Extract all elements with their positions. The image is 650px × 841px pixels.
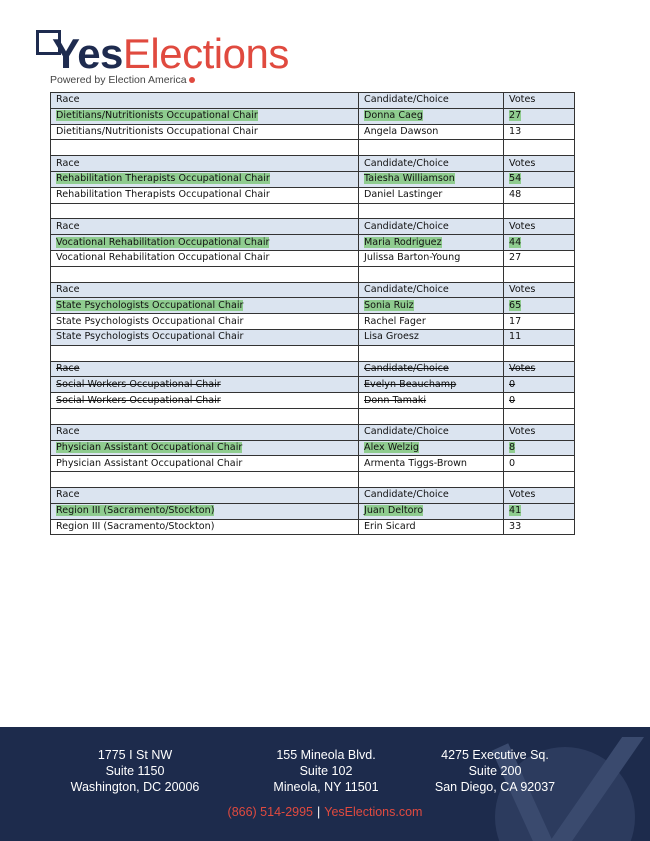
race-text: Vocational Rehabilitation Occupational Chair <box>56 236 270 248</box>
header-candidate-cell <box>359 424 504 440</box>
header-votes-cell <box>504 93 575 109</box>
candidate-cell <box>359 124 504 140</box>
candidate-text: Donna Caeg <box>364 110 423 122</box>
header-race-cell <box>51 93 359 109</box>
phone-number[interactable]: (866) 514-2995 <box>227 805 314 819</box>
header-candidate-cell <box>359 156 504 172</box>
votes-text: 8 <box>509 441 516 453</box>
votes-cell <box>504 314 575 330</box>
votes-cell <box>504 329 575 345</box>
race-text: Rehabilitation Therapists Occupational Chair <box>56 173 270 185</box>
candidate-cell <box>359 250 504 266</box>
spacer-row <box>51 345 575 361</box>
race-cell <box>51 235 359 251</box>
logo-elections-text: Elections <box>122 30 289 77</box>
contact-separator: | <box>317 805 321 819</box>
race-text: State Psychologists Occupational Chair <box>56 331 244 343</box>
race-cell <box>51 250 359 266</box>
spacer-cell <box>51 345 359 361</box>
race-cell <box>51 503 359 519</box>
candidate-cell <box>359 440 504 456</box>
address-line: Washington, DC 20006 <box>70 780 200 794</box>
header-votes-text: Votes <box>509 489 536 501</box>
candidate-text: Lisa Groesz <box>364 331 419 343</box>
race-text: Vocational Rehabilitation Occupational Chair <box>56 252 270 264</box>
race-text: State Psychologists Occupational Chair <box>56 315 244 327</box>
table-row <box>51 314 575 330</box>
header-race-text: Race <box>56 283 80 295</box>
votes-text: 0 <box>509 457 516 469</box>
votes-cell <box>504 235 575 251</box>
candidate-text: Daniel Lastinger <box>364 189 443 201</box>
candidate-cell <box>359 171 504 187</box>
header-race-text: Race <box>56 157 80 169</box>
race-cell <box>51 393 359 409</box>
votes-text: 17 <box>509 315 522 327</box>
header-votes-text: Votes <box>509 362 536 374</box>
header-candidate-cell <box>359 487 504 503</box>
votes-text: 0 <box>509 378 516 390</box>
candidate-cell <box>359 503 504 519</box>
race-cell <box>51 377 359 393</box>
spacer-cell <box>51 408 359 424</box>
header-candidate-text: Candidate/Choice <box>364 283 449 295</box>
spacer-row <box>51 472 575 488</box>
footer <box>0 727 650 841</box>
table-header-row <box>51 487 575 503</box>
votes-text: 27 <box>509 252 522 264</box>
header-votes-text: Votes <box>509 283 536 295</box>
header-race-cell <box>51 361 359 377</box>
spacer-cell <box>359 203 504 219</box>
powered-by-text: Powered by Election America <box>50 74 187 86</box>
race-cell <box>51 187 359 203</box>
candidate-text: Maria Rodriguez <box>364 236 442 248</box>
table-row <box>51 377 575 393</box>
spacer-cell <box>504 203 575 219</box>
race-cell <box>51 314 359 330</box>
spacer-cell <box>359 266 504 282</box>
results-table-body <box>51 93 575 535</box>
address-line: 155 Mineola Blvd. <box>276 748 376 762</box>
table-header-row <box>51 219 575 235</box>
header-votes-text: Votes <box>509 220 536 232</box>
candidate-text: Angela Dawson <box>364 125 439 137</box>
spacer-cell <box>359 345 504 361</box>
race-cell <box>51 108 359 124</box>
header-race-cell <box>51 282 359 298</box>
candidate-cell <box>359 456 504 472</box>
header-votes-cell <box>504 156 575 172</box>
votes-cell <box>504 377 575 393</box>
votes-text: 33 <box>509 520 522 532</box>
table-header-row <box>51 93 575 109</box>
table-row <box>51 235 575 251</box>
candidate-cell <box>359 314 504 330</box>
header-candidate-cell <box>359 93 504 109</box>
header-candidate-text: Candidate/Choice <box>364 489 449 501</box>
votes-cell <box>504 250 575 266</box>
table-row <box>51 124 575 140</box>
table-row <box>51 250 575 266</box>
header-votes-text: Votes <box>509 157 536 169</box>
address-line: Suite 200 <box>468 764 522 778</box>
race-cell <box>51 124 359 140</box>
header-candidate-text: Candidate/Choice <box>364 220 449 232</box>
header-race-text: Race <box>56 362 80 374</box>
race-text: Rehabilitation Therapists Occupational Chair <box>56 189 270 201</box>
votes-text: 27 <box>509 110 522 122</box>
candidate-cell <box>359 108 504 124</box>
header-candidate-text: Candidate/Choice <box>364 362 449 374</box>
address-line: 4275 Executive Sq. <box>441 748 549 762</box>
candidate-text: Donn Tamaki <box>364 394 427 406</box>
spacer-cell <box>504 140 575 156</box>
table-row <box>51 298 575 314</box>
address-line: San Diego, CA 92037 <box>434 780 556 794</box>
candidate-text: Armenta Tiggs-Brown <box>364 457 467 469</box>
logo-powered-by <box>50 74 195 86</box>
header-race-cell <box>51 219 359 235</box>
candidate-text: Alex Welzig <box>364 441 419 453</box>
candidate-text: Rachel Fager <box>364 315 426 327</box>
header-votes-text: Votes <box>509 94 536 106</box>
header-votes-text: Votes <box>509 426 536 438</box>
votes-cell <box>504 503 575 519</box>
votes-text: 41 <box>509 505 522 517</box>
header-candidate-text: Candidate/Choice <box>364 94 449 106</box>
race-cell <box>51 456 359 472</box>
spacer-cell <box>504 472 575 488</box>
header-race-cell <box>51 487 359 503</box>
table-header-row <box>51 282 575 298</box>
candidate-cell <box>359 235 504 251</box>
table-row <box>51 393 575 409</box>
spacer-cell <box>51 472 359 488</box>
header-candidate-cell <box>359 219 504 235</box>
table-row <box>51 171 575 187</box>
race-cell <box>51 440 359 456</box>
candidate-cell <box>359 329 504 345</box>
spacer-row <box>51 266 575 282</box>
footer-contact <box>0 805 650 819</box>
race-cell <box>51 329 359 345</box>
website-link[interactable]: YesElections.com <box>324 805 423 819</box>
spacer-cell <box>51 203 359 219</box>
votes-text: 0 <box>509 394 516 406</box>
header-candidate-cell <box>359 282 504 298</box>
results-table <box>50 92 575 535</box>
spacer-cell <box>359 408 504 424</box>
votes-cell <box>504 440 575 456</box>
table-row <box>51 329 575 345</box>
header-votes-cell <box>504 487 575 503</box>
candidate-cell <box>359 298 504 314</box>
race-text: Dietitians/Nutritionists Occupational Chair <box>56 110 258 122</box>
votes-cell <box>504 456 575 472</box>
spacer-cell <box>504 266 575 282</box>
table-header-row <box>51 361 575 377</box>
race-text: Region III (Sacramento/Stockton) <box>56 505 215 517</box>
yeselections-logo <box>36 26 289 88</box>
spacer-cell <box>51 266 359 282</box>
spacer-cell <box>504 345 575 361</box>
table-row <box>51 519 575 535</box>
race-text: Dietitians/Nutritionists Occupational Chair <box>56 125 258 137</box>
table-row <box>51 456 575 472</box>
race-text: Social Workers Occupational Chair <box>56 378 221 390</box>
candidate-text: Sonia Ruiz <box>364 299 414 311</box>
header-votes-cell <box>504 219 575 235</box>
table-row <box>51 440 575 456</box>
candidate-cell <box>359 377 504 393</box>
votes-text: 13 <box>509 125 522 137</box>
address-line: Mineola, NY 11501 <box>273 780 379 794</box>
header-votes-cell <box>504 424 575 440</box>
address-line: Suite 102 <box>299 764 353 778</box>
spacer-row <box>51 408 575 424</box>
table-row <box>51 503 575 519</box>
header-votes-cell <box>504 361 575 377</box>
header-candidate-text: Candidate/Choice <box>364 157 449 169</box>
votes-cell <box>504 124 575 140</box>
table-header-row <box>51 424 575 440</box>
votes-text: 54 <box>509 173 522 185</box>
address-line: Suite 1150 <box>105 764 165 778</box>
votes-text: 48 <box>509 189 522 201</box>
header-candidate-text: Candidate/Choice <box>364 426 449 438</box>
spacer-cell <box>51 140 359 156</box>
candidate-text: Taiesha Williamson <box>364 173 455 185</box>
votes-cell <box>504 108 575 124</box>
votes-text: 65 <box>509 299 522 311</box>
address-ny <box>236 747 416 795</box>
header-votes-cell <box>504 282 575 298</box>
votes-text: 44 <box>509 236 522 248</box>
votes-cell <box>504 298 575 314</box>
header-race-cell <box>51 156 359 172</box>
logo-wordmark <box>52 32 289 76</box>
table-row <box>51 187 575 203</box>
votes-cell <box>504 519 575 535</box>
race-text: Physician Assistant Occupational Chair <box>56 441 243 453</box>
race-cell <box>51 171 359 187</box>
header-race-text: Race <box>56 220 80 232</box>
candidate-cell <box>359 519 504 535</box>
race-text: State Psychologists Occupational Chair <box>56 299 244 311</box>
spacer-cell <box>359 140 504 156</box>
race-cell <box>51 298 359 314</box>
header-race-text: Race <box>56 489 80 501</box>
race-cell <box>51 519 359 535</box>
candidate-cell <box>359 187 504 203</box>
candidate-cell <box>359 393 504 409</box>
votes-cell <box>504 171 575 187</box>
address-line: 1775 I St NW <box>97 748 173 762</box>
table-row <box>51 108 575 124</box>
candidate-text: Julissa Barton-Young <box>364 252 461 264</box>
spacer-cell <box>359 472 504 488</box>
address-ca <box>405 747 585 795</box>
votes-cell <box>504 393 575 409</box>
powered-by-dot-icon <box>189 77 195 83</box>
spacer-cell <box>504 408 575 424</box>
table-header-row <box>51 156 575 172</box>
header-race-text: Race <box>56 94 80 106</box>
spacer-row <box>51 203 575 219</box>
votes-cell <box>504 187 575 203</box>
candidate-text: Erin Sicard <box>364 520 416 532</box>
race-text: Region III (Sacramento/Stockton) <box>56 520 215 532</box>
candidate-text: Juan Deltoro <box>364 505 424 517</box>
candidate-text: Evelyn Beauchamp <box>364 378 457 390</box>
spacer-row <box>51 140 575 156</box>
race-text: Social Workers Occupational Chair <box>56 394 221 406</box>
header-race-cell <box>51 424 359 440</box>
header-race-text: Race <box>56 426 80 438</box>
logo-yes-text: Yes <box>52 30 123 77</box>
votes-text: 11 <box>509 331 522 343</box>
race-text: Physician Assistant Occupational Chair <box>56 457 243 469</box>
address-dc <box>45 747 225 795</box>
header-candidate-cell <box>359 361 504 377</box>
